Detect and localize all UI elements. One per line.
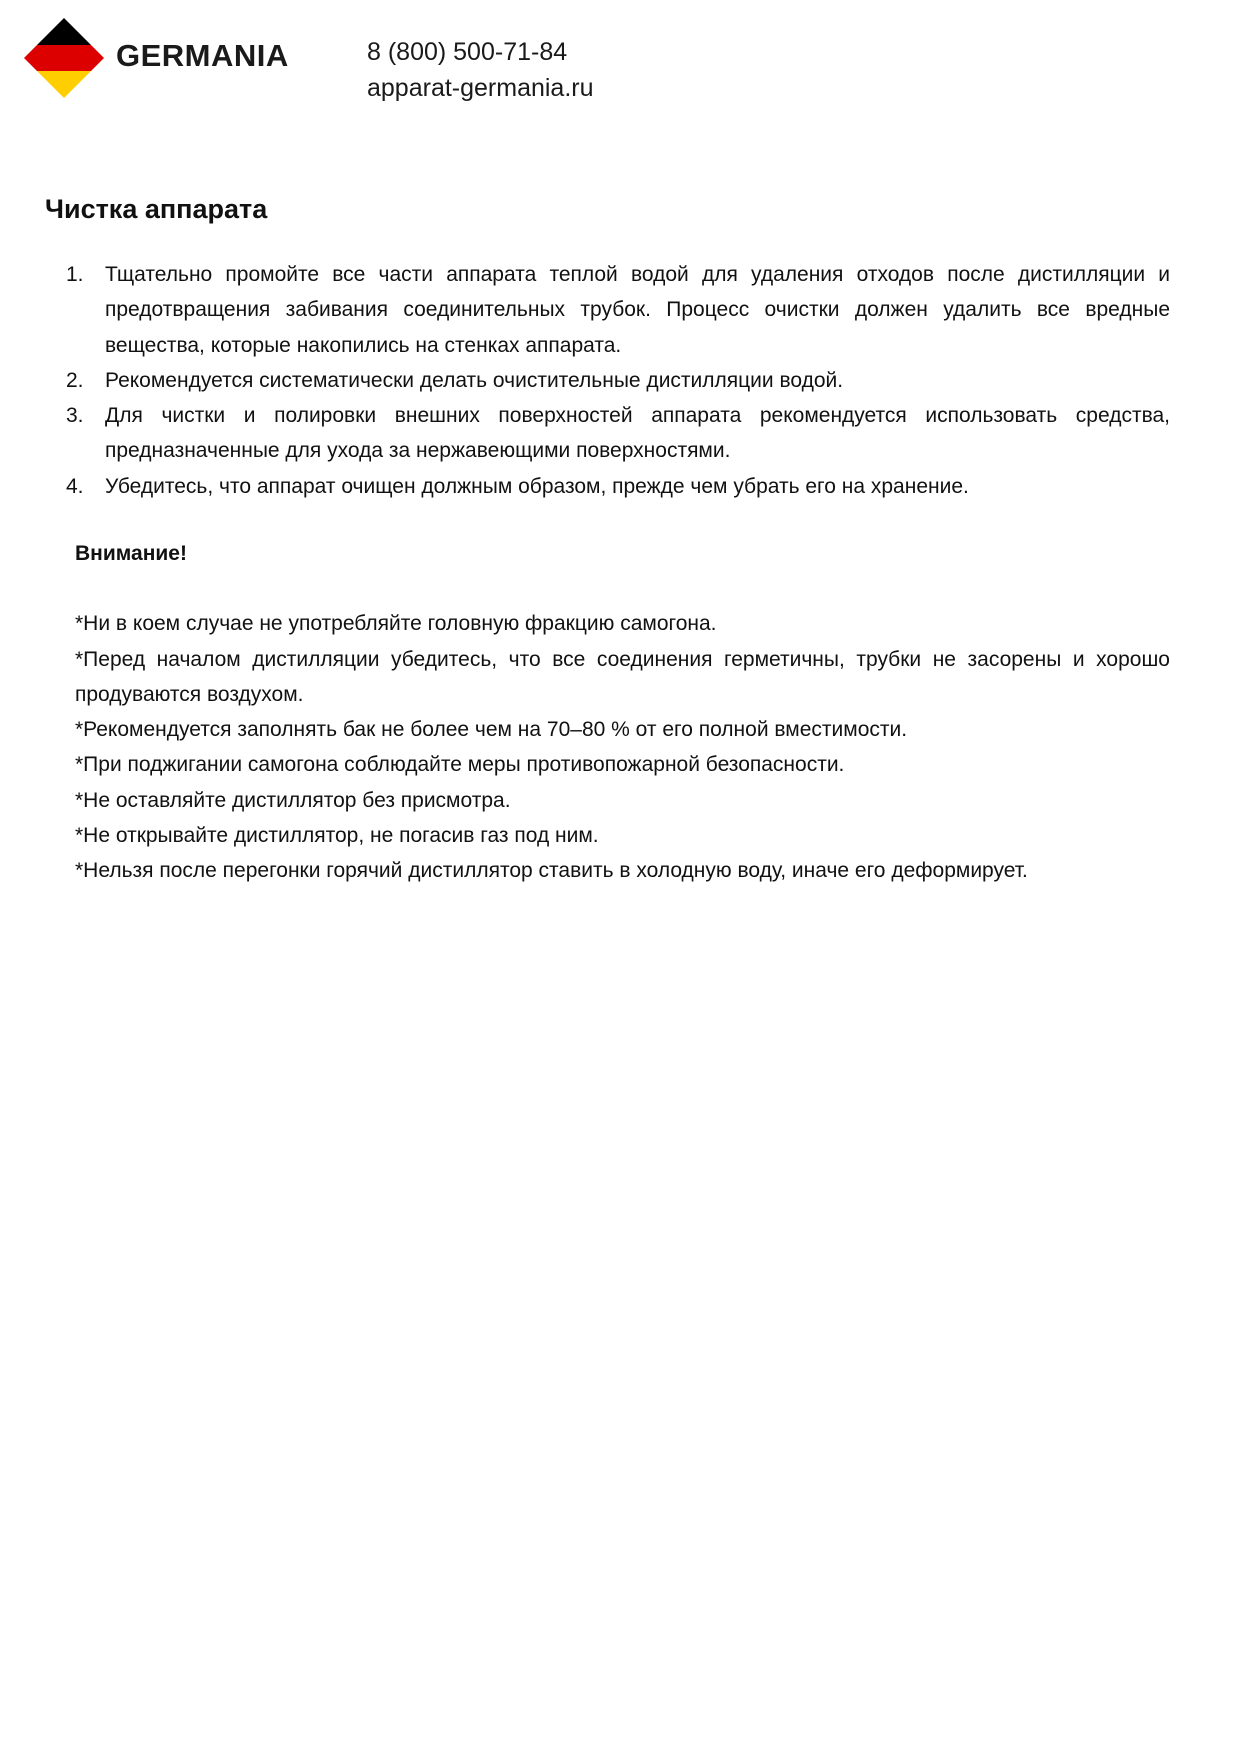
warning-item: *При поджигании самогона соблюдайте меры противопожарной безопасности. [75, 753, 845, 777]
list-item [64, 257, 1170, 363]
list-item-text: Рекомендуется систематически делать очистительные дистилляции водой. [105, 368, 844, 392]
warning-item: *Рекомендуется заполнять бак не более чем на 70–80 % от его полной вместимости. [75, 718, 908, 742]
brand-name: GERMANIA [116, 38, 289, 73]
section-title: Чистка аппарата [45, 194, 268, 224]
website-link[interactable]: apparat-germania.ru [367, 74, 594, 102]
list-item [64, 363, 1170, 398]
list-item-number: 4. [66, 474, 84, 498]
contact-info [367, 34, 594, 106]
warning-section [75, 536, 1170, 889]
list-item-number: 1. [66, 263, 84, 286]
warning-item: *Ни в коем случае не употребляйте головную фракцию самогона. [75, 612, 717, 636]
cleaning-steps-list [64, 257, 1170, 504]
list-item-text: Тщательно промойте все части аппарата теплой водой для удаления отходов после дистилляции и предотвращения забивания соединительных трубок. Процесс очистки должен удалить все вредные вещества, которые накопились на стенках аппарата. [105, 263, 1170, 357]
warning-item: *Не оставляйте дистиллятор без присмотра. [75, 788, 511, 812]
warning-item: *Не открывайте дистиллятор, не погасив газ под ним. [75, 824, 599, 848]
warning-title: Внимание! [75, 542, 187, 565]
warning-item: *Нельзя после перегонки горячий дистиллятор ставить в холодную воду, иначе его деформирует. [75, 859, 1028, 883]
phone-number: 8 (800) 500-71-84 [367, 38, 568, 66]
warning-item: *Перед началом дистилляции убедитесь, что все соединения герметичны, трубки не засорены и хорошо продуваются воздухом. [75, 647, 1170, 706]
list-item-text: Убедитесь, что аппарат очищен должным образом, прежде чем убрать его на хранение. [105, 474, 969, 498]
list-item-text: Для чистки и полировки внешних поверхностей аппарата рекомендуется использовать средства, предназначенные для ухода за нержавеющими поверхностями. [105, 404, 1170, 463]
list-item-number: 2. [66, 368, 84, 392]
page-header [24, 18, 724, 102]
list-item [64, 469, 1170, 504]
list-item-number: 3. [66, 404, 84, 428]
list-item [64, 398, 1170, 469]
germany-flag-logo-icon [24, 18, 104, 98]
